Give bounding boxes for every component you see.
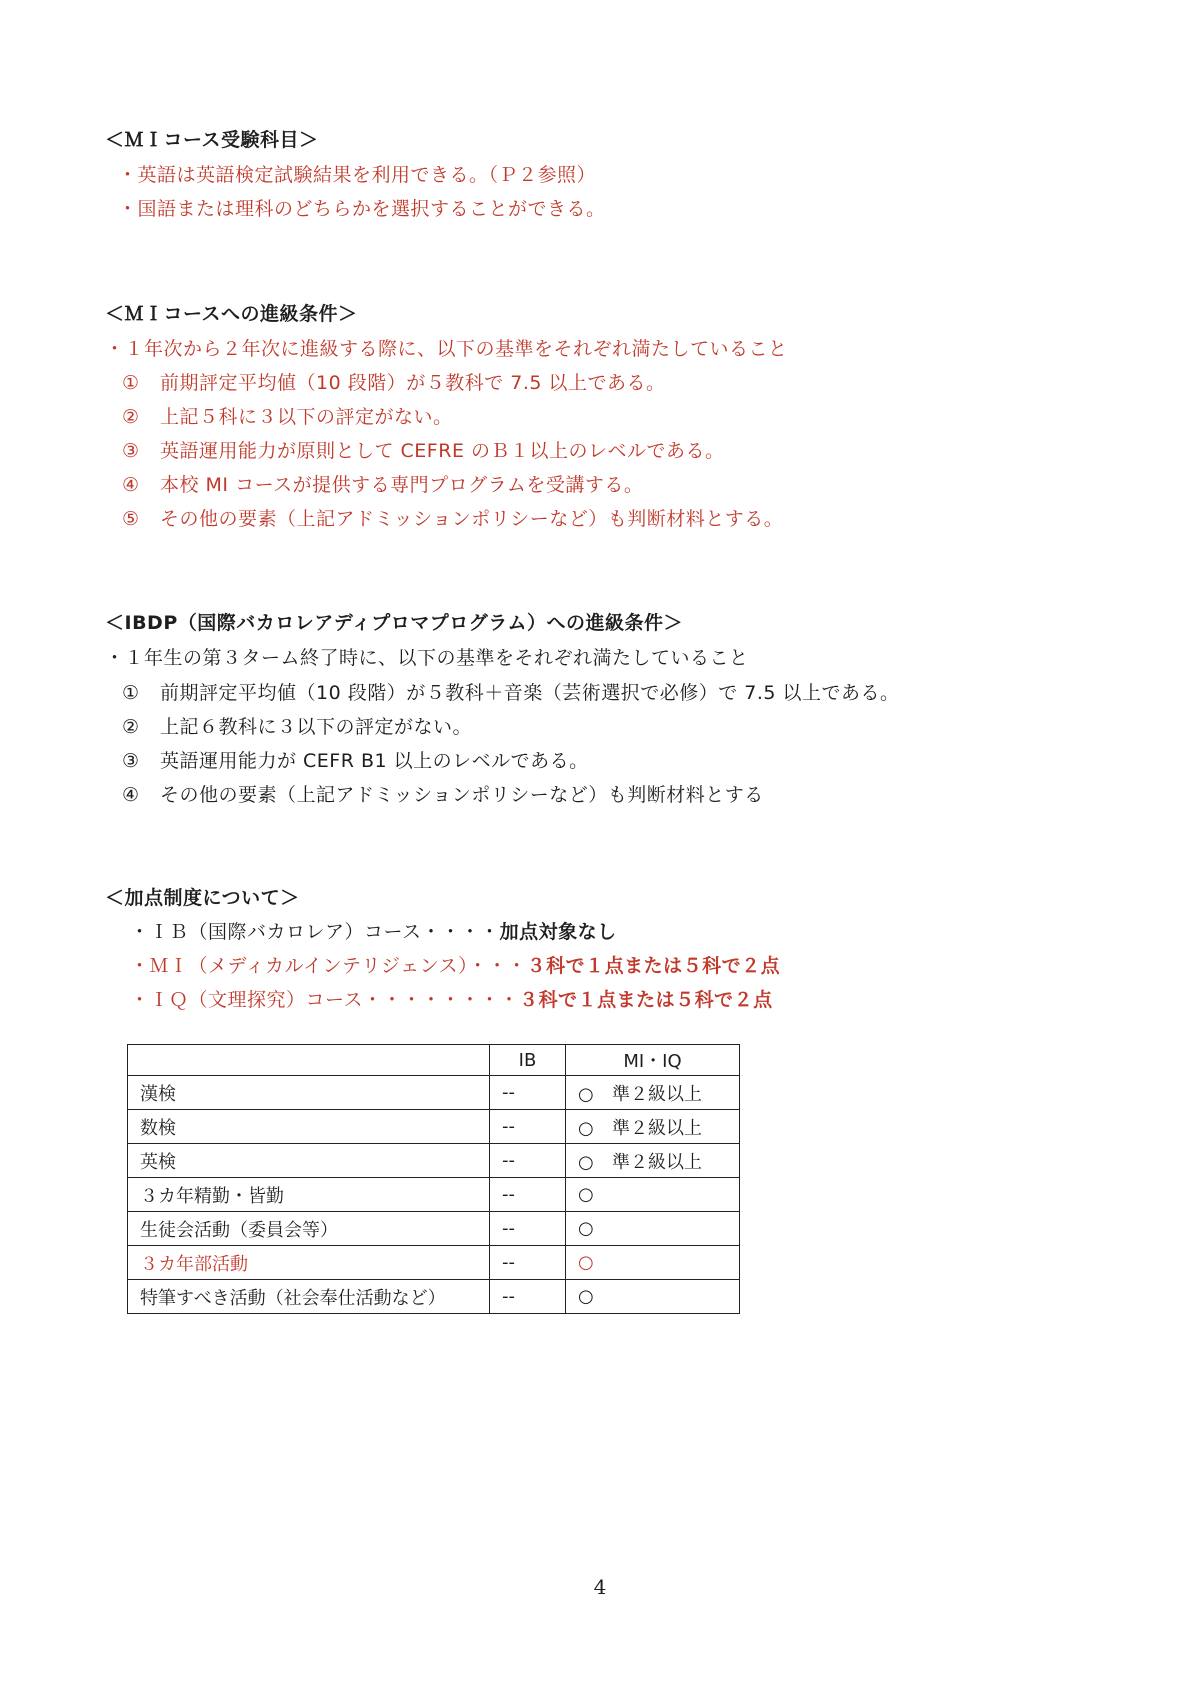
bonus-table: [127, 1044, 740, 1314]
bonus-line-ib: [130, 919, 617, 945]
mi-promotion-item: [122, 438, 725, 464]
row-item: 英検: [128, 1144, 490, 1178]
table-row: [128, 1246, 740, 1280]
ibdp-promotion-intro: ・１年生の第３ターム終了時に、以下の基準をそれぞれ満たしていること: [105, 647, 749, 669]
table-header-item: [128, 1045, 490, 1076]
mi-subjects-heading: ＜ＭＩコース受験科目＞: [105, 129, 319, 151]
table-row: [128, 1178, 740, 1212]
bonus-course-label: ・ＩＢ（国際バカロレア）コース・・・・: [130, 921, 500, 943]
row-ib: --: [490, 1076, 566, 1110]
row-item: 特筆すべき活動（社会奉仕活動など）: [128, 1280, 490, 1314]
item-text: 上記６教科に３以下の評定がない。: [160, 716, 473, 738]
row-note: 準２級以上: [612, 1083, 702, 1105]
mi-subjects-item: ・国語または理科のどちらかを選択することができる。: [118, 198, 606, 220]
mi-subjects-item: ・英語は英語検定試験結果を利用できる。（Ｐ２参照）: [118, 164, 597, 186]
table-row: [128, 1076, 740, 1110]
item-number: ②: [122, 716, 140, 738]
table-header-mi-iq: MI・IQ: [566, 1045, 740, 1076]
row-mi-iq: [566, 1178, 740, 1212]
mi-promotion-item: [122, 404, 453, 430]
mi-promotion-item: [122, 472, 643, 498]
table-row: [128, 1110, 740, 1144]
row-ib: --: [490, 1246, 566, 1280]
item-number: ④: [122, 474, 140, 496]
row-item: 数検: [128, 1110, 490, 1144]
item-text: 本校 MI コースが提供する専門プログラムを受講する。: [160, 474, 644, 496]
table-row: [128, 1280, 740, 1314]
ibdp-promotion-item: [122, 680, 900, 706]
circle-mark: ○: [578, 1117, 594, 1139]
row-note: 準２級以上: [612, 1117, 702, 1139]
ibdp-promotion-item: [122, 714, 472, 740]
item-number: ②: [122, 406, 140, 428]
circle-mark: ○: [578, 1218, 594, 1239]
bonus-value: ３科で１点または５科で２点: [519, 989, 773, 1011]
mi-promotion-intro: ・１年次から２年次に進級する際に、以下の基準をそれぞれ満たしていること: [105, 338, 788, 360]
bonus-course-label: ・ＭＩ（メディカルインテリジェンス）・・・: [130, 955, 527, 977]
item-text: 英語運用能力が原則として CEFRE のＢ１以上のレベルである。: [160, 440, 725, 462]
row-mi-iq: [566, 1246, 740, 1280]
ibdp-promotion-heading: ＜IBDP（国際バカロレアディプロマプログラム）への進級条件＞: [105, 612, 684, 634]
item-text: 前期評定平均値（10 段階）が５教科で 7.5 以上である。: [160, 372, 666, 394]
circle-mark: ○: [578, 1286, 594, 1307]
table-header-ib: IB: [490, 1045, 566, 1076]
circle-mark: ○: [578, 1184, 594, 1205]
item-text: 英語運用能力が CEFR B1 以上のレベルである。: [160, 750, 589, 772]
row-item: 漢検: [128, 1076, 490, 1110]
table-row: [128, 1144, 740, 1178]
circle-mark: ○: [578, 1083, 594, 1105]
item-text: 上記５科に３以下の評定がない。: [160, 406, 453, 428]
item-number: ⑤: [122, 508, 140, 530]
row-mi-iq: [566, 1280, 740, 1314]
mi-promotion-heading: ＜ＭＩコースへの進級条件＞: [105, 303, 358, 325]
bonus-value: 加点対象なし: [499, 921, 617, 943]
bonus-heading: ＜加点制度について＞: [105, 887, 300, 909]
row-mi-iq: [566, 1076, 740, 1110]
row-item: 生徒会活動（委員会等）: [128, 1212, 490, 1246]
row-ib: --: [490, 1178, 566, 1212]
row-mi-iq: [566, 1110, 740, 1144]
bonus-course-label: ・ＩＱ（文理探究）コース・・・・・・・・: [130, 989, 520, 1011]
circle-mark: ○: [578, 1151, 594, 1173]
circle-mark: ○: [578, 1252, 594, 1273]
mi-promotion-item: [122, 506, 783, 532]
item-text: その他の要素（上記アドミッションポリシーなど）も判断材料とする: [160, 784, 764, 806]
ibdp-promotion-item: [122, 782, 764, 808]
mi-promotion-item: [122, 370, 666, 396]
table-row: [128, 1212, 740, 1246]
row-ib: --: [490, 1280, 566, 1314]
row-mi-iq: [566, 1144, 740, 1178]
row-mi-iq: [566, 1212, 740, 1246]
item-number: ①: [122, 682, 140, 704]
item-number: ①: [122, 372, 140, 394]
row-ib: --: [490, 1144, 566, 1178]
bonus-line-mi: [130, 953, 780, 979]
item-number: ③: [122, 750, 140, 772]
table-header-row: [128, 1045, 740, 1076]
row-item: ３カ年部活動: [128, 1246, 490, 1280]
row-ib: --: [490, 1212, 566, 1246]
bonus-line-iq: [130, 987, 773, 1013]
item-text: 前期評定平均値（10 段階）が５教科＋音楽（芸術選択で必修）で 7.5 以上である。: [160, 682, 900, 704]
row-note: 準２級以上: [612, 1151, 702, 1173]
row-ib: --: [490, 1110, 566, 1144]
row-item: ３カ年精勤・皆勤: [128, 1178, 490, 1212]
page-number: 4: [593, 1575, 607, 1599]
bonus-value: ３科で１点または５科で２点: [526, 955, 781, 977]
item-number: ④: [122, 784, 140, 806]
item-text: その他の要素（上記アドミッションポリシーなど）も判断材料とする。: [160, 508, 784, 530]
ibdp-promotion-item: [122, 748, 589, 774]
item-number: ③: [122, 440, 140, 462]
